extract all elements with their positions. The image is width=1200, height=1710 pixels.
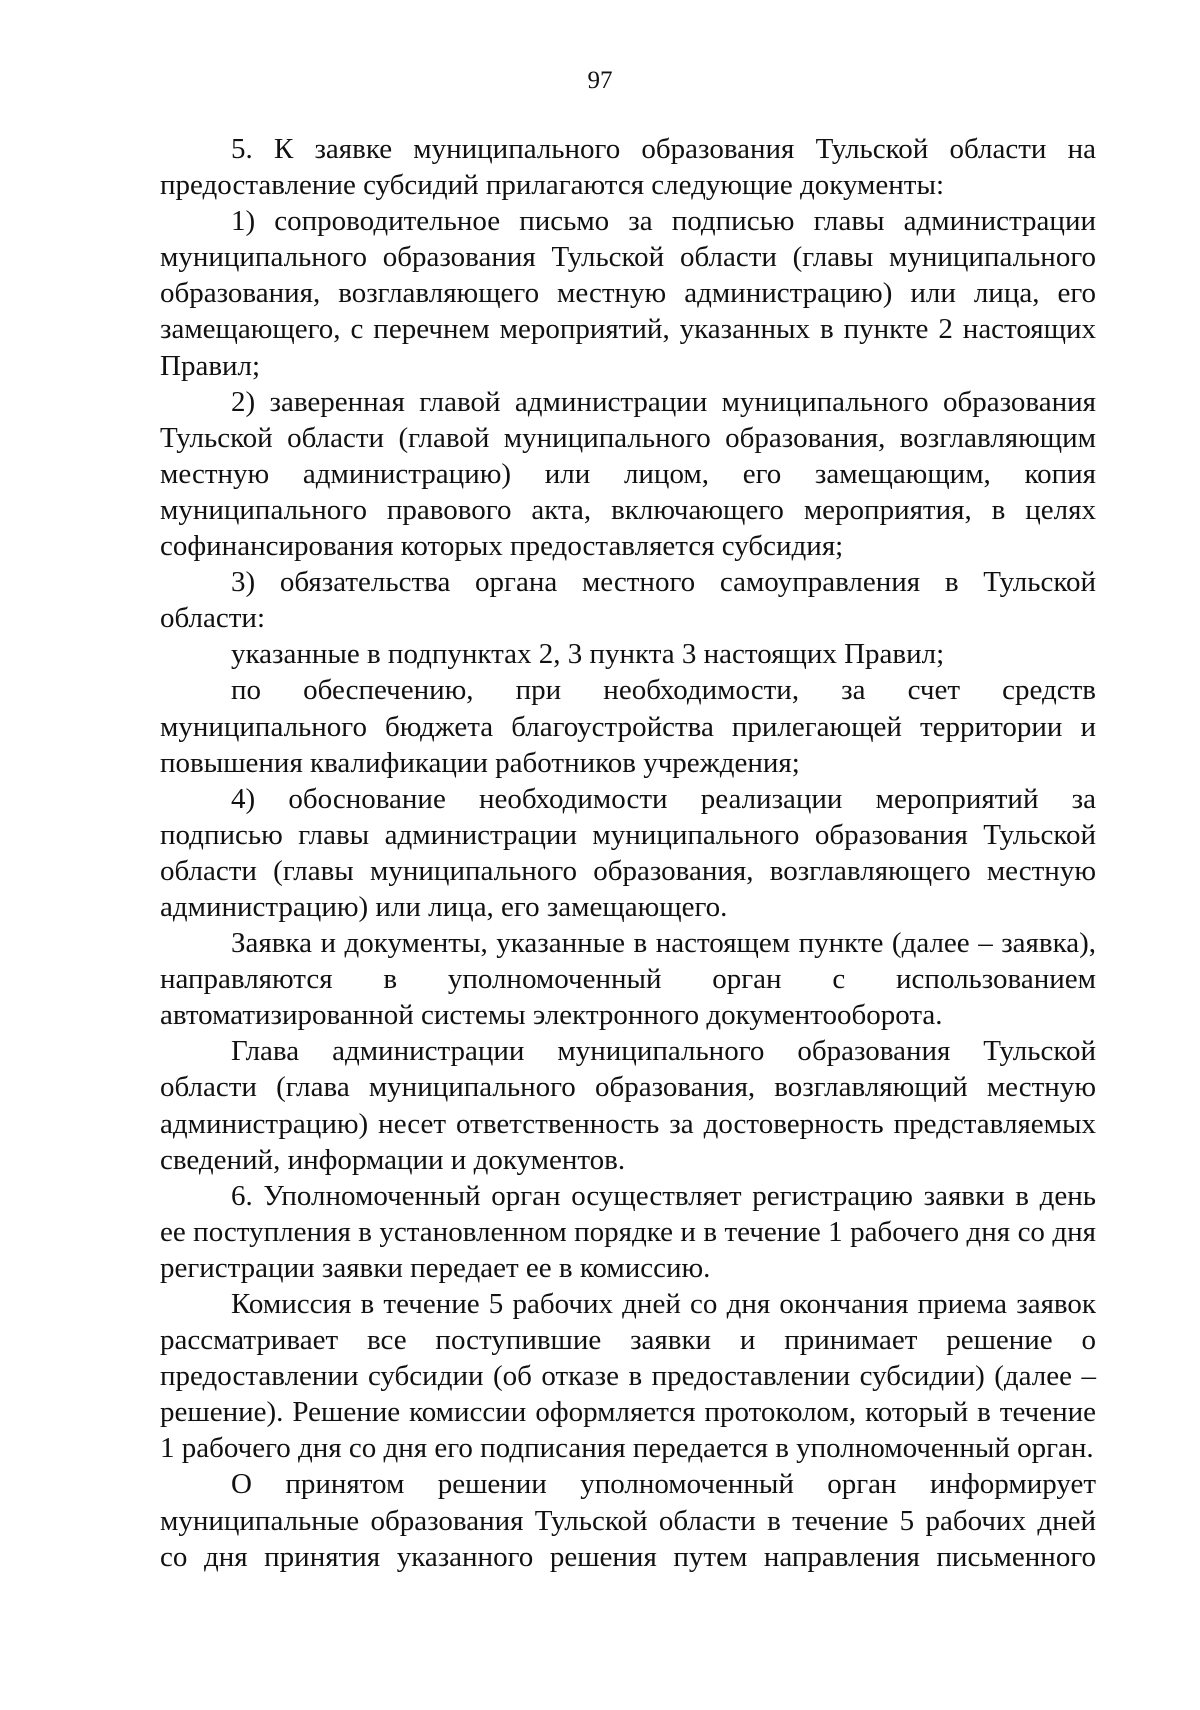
- paragraph-obligation-a: указанные в подпунктах 2, 3 пункта 3 настоящих Правил;: [231, 638, 945, 671]
- paragraph-subitem-3: 3) обязательства органа местного самоуправления в Тульской области:: [160, 566, 1096, 635]
- page-number: 97: [587, 67, 613, 94]
- paragraph-subitem-2: 2) заверенная главой администрации муниципального образования Тульской области (главой муниципального образования, возглавляющим местную администрацию) или лицом, его замещающим, копия муниципального правового акта, включающего мероприятия, в целях софинансирования которых предоставляется субсидия;: [160, 385, 1096, 563]
- paragraph-submission: Заявка и документы, указанные в настоящем пункте (далее – заявка), направляются в уполномоченный орган с использованием автоматизированной системы электронного документооборота.: [160, 927, 1096, 1032]
- paragraph-subitem-4: 4) обоснование необходимости реализации мероприятий за подписью главы администрации муниципального образования Тульской области (главы муниципального образования, возглавляющего местную администрацию) или лица, его замещающего.: [160, 782, 1096, 923]
- paragraph-item-5: 5. К заявке муниципального образования Тульской области на предоставление субсидий прилагаются следующие документы:: [160, 133, 1096, 202]
- paragraph-responsibility: Глава администрации муниципального образования Тульской области (глава муниципального образования, возглавляющий местную администрацию) несет ответственность за достоверность представляемых сведений, информации и документов.: [160, 1035, 1096, 1176]
- paragraph-item-6: 6. Уполномоченный орган осуществляет регистрацию заявки в день ее поступления в установленном порядке и в течение 1 рабочего дня со дня регистрации заявки передает ее в комиссию.: [160, 1179, 1096, 1284]
- paragraph-commission: Комиссия в течение 5 рабочих дней со дня окончания приема заявок рассматривает все поступившие заявки и принимает решение о предоставлении субсидии (об отказе в предоставлении субсидии) (далее – решение). Решение комиссии оформляется протоколом, который в течение 1 рабочего дня со дня его подписания передается в уполномоченный орган.: [160, 1288, 1096, 1465]
- document-body: [160, 131, 1096, 1575]
- paragraph-subitem-1: 1) сопроводительное письмо за подписью главы администрации муниципального образования Тульской области (главы муниципального образования, возглавляющего местную администрацию) или лица, его замещающего, с перечнем мероприятий, указанных в пункте 2 настоящих Правил;: [160, 205, 1096, 382]
- paragraph-obligation-b: по обеспечению, при необходимости, за счет средств муниципального бюджета благоустройства прилегающей территории и повышения квалификации работников учреждения;: [160, 674, 1096, 779]
- paragraph-notification: О принятом решении уполномоченный орган информирует муниципальные образования Тульской области в течение 5 рабочих дней со дня принятия указанного решения путем направления письменного: [160, 1468, 1096, 1573]
